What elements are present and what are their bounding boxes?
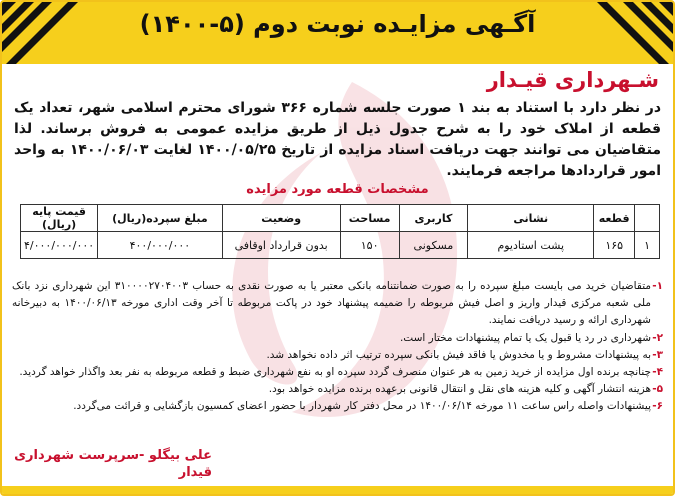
cell-base-price: ۴/۰۰۰/۰۰۰/۰۰۰ [21,232,98,259]
column-header-area: مساحت [340,205,399,232]
conditions-list [12,278,663,416]
column-header-base-price: قیمت پایه (ریال) [21,205,98,232]
signature-block [12,447,212,481]
cell-address: پشت استادیوم [468,232,594,259]
condition-number: ۵- [652,383,663,396]
condition-item [12,330,663,347]
cell-usage: مسکونی [399,232,468,259]
table-row [21,232,660,259]
column-header-row-number [635,205,660,232]
condition-number: ۶- [652,400,663,413]
column-header-usage: کاربری [399,205,468,232]
column-header-address: نشانی [468,205,594,232]
condition-text: هزینه انتشار آگهی و کلیه هزینه های نقل و انتقال قانونی برعهده برنده مزایده خواهد بود. [268,383,651,396]
lots-table [20,204,660,259]
decorative-stripes-right [593,2,673,64]
condition-item [12,364,663,381]
condition-text: متقاضیان خرید می بایست مبلغ سپرده را به صورت ضمانتنامه بانکی معتبر یا به صورت نقدی به حساب ۳۱۰۰۰۰۲۷۰۴۰۰۳ این شهرداری نزد بانک ملی شعبه مرکزی قیدار واریز و اصل فیش مربوطه را ضمیمه پیشنهاد خود در پاکت مربوطه تا آخر وقت اداری مورخه ۱۴۰۰/۰۶/۱۳ به دبیرخانه شهرداری ارائه و رسید دریافت نمایند. [12,280,652,327]
column-header-status: وضعیت [222,205,340,232]
condition-item [12,398,663,415]
condition-item [12,381,663,398]
intro-paragraph: در نظر دارد با استناد به بند ۱ صورت جلسه شماره ۳۶۶ شورای محترم اسلامی شهر، تعداد یک قطعه از املاک خود را به شرح جدول ذیل از طریق مزایده عمومی به فروش برساند. لذا متقاضیان می توانند جهت دریافت اسناد مزایده از تاریخ ۱۴۰۰/۰۵/۲۵ لغایت ۱۴۰۰/۰۶/۰۳ به واحد امور قراردادها مراجعه فرمایند. [14,100,661,179]
table-title: مشخصات قطعه مورد مزایده [246,182,429,197]
cell-area: ۱۵۰ [340,232,399,259]
header-banner [2,2,673,64]
cell-status: بدون قرارداد اوقافی [222,232,340,259]
condition-number: ۴- [652,366,663,379]
condition-number: ۳- [652,348,663,361]
condition-text: چنانچه برنده اول مزایده از خرید زمین به هر عنوان منصرف گردد سپرده او به نفع شهرداری ضبط و قطعه مربوطه به نفر بعد واگذار خواهد گردید. [19,366,651,379]
condition-number: ۲- [652,331,663,344]
organization-name: شـهرداری قیـدار [486,68,659,92]
signatory-name: علی بیگلو -سرپرست شهرداری قیدار [14,448,212,480]
cell-row-number: ۱ [635,232,660,259]
column-header-lot: قطعه [594,205,635,232]
column-header-deposit: مبلغ سپرده(ریال) [98,205,222,232]
page-title: آگـهی مزایـده نوبت دوم (۵-۱۴۰۰) [139,10,536,38]
condition-item [12,278,663,330]
condition-text: پیشنهادات واصله راس ساعت ۱۱ مورخه ۱۴۰۰/۰۶/۱۴ در محل دفتر کار شهردار با حضور اعضای کمسیون بازگشایی و قرائت می‌گردد. [73,400,651,413]
condition-text: به پیشنهادات مشروط و یا مخدوش یا فاقد فیش بانکی سپرده ترتیب اثر داده نخواهد شد. [266,348,651,361]
footer-bar [2,486,673,494]
table-header-row [21,205,660,232]
cell-lot: ۱۶۵ [594,232,635,259]
condition-number: ۱- [652,280,663,292]
cell-deposit: ۴۰۰/۰۰۰/۰۰۰ [98,232,222,259]
condition-text: شهرداری در رد یا قبول یک یا تمام پیشنهادات مختار است. [399,331,651,344]
condition-item [12,347,663,364]
